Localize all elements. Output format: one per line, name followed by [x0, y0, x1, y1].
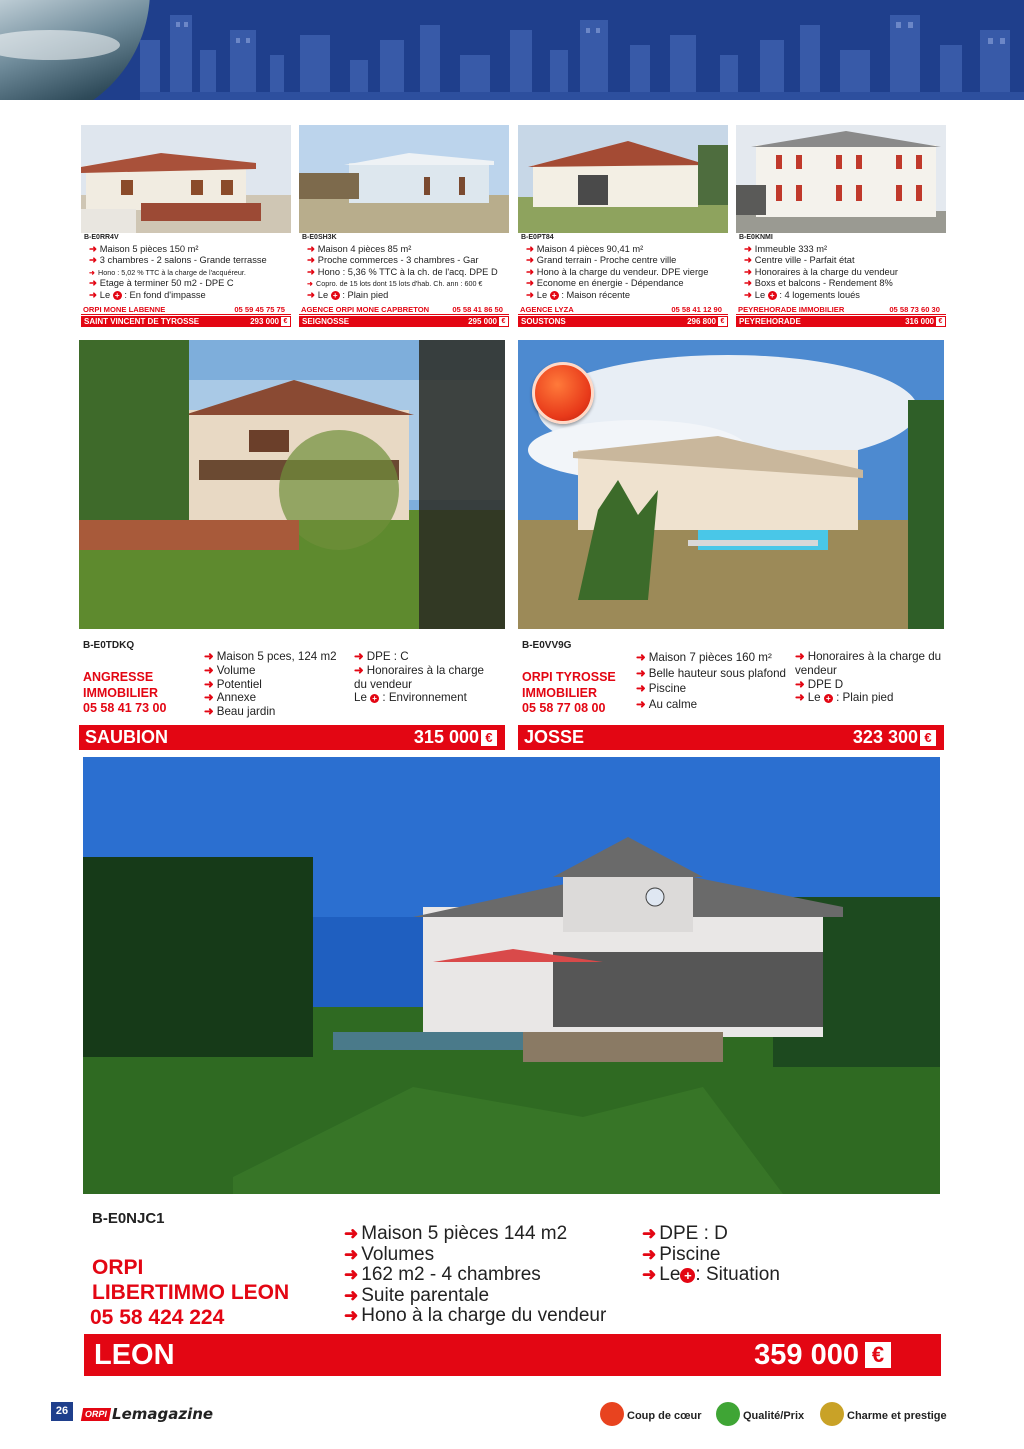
feature-list — [642, 1224, 780, 1286]
magazine-logo — [82, 1405, 213, 1422]
arrow-icon: ➜ — [344, 1285, 359, 1305]
prestige-house-icon — [820, 1402, 844, 1426]
agency-phone[interactable]: 05 58 73 60 30 — [889, 305, 940, 314]
arrow-icon: ➜ — [636, 697, 646, 711]
price: 296 800 — [687, 317, 716, 326]
agency-phone[interactable]: 05 58 41 12 90 — [671, 305, 722, 314]
feature-item: ➜ Centre ville - Parfait état — [744, 255, 855, 266]
arrow-icon: ➜ — [636, 682, 646, 695]
arrow-icon: ➜ — [344, 1244, 359, 1264]
listing-card-small[interactable] — [736, 125, 946, 327]
quality-price-house-icon — [716, 1402, 740, 1426]
arrow-icon: ➜ — [307, 279, 314, 289]
feature-item: ➜ Proche commerces - 3 chambres - Gar — [307, 255, 479, 266]
arrow-icon: ➜ — [89, 244, 97, 254]
arrow-icon: ➜ — [636, 651, 646, 664]
feature-list — [354, 650, 484, 705]
city-name: SAINT VINCENT DE TYROSSE — [84, 317, 200, 326]
arrow-icon: ➜ — [89, 267, 96, 277]
arrow-icon: ➜ — [744, 289, 752, 300]
arrow-icon: ➜ — [354, 650, 364, 663]
heart-house-icon — [600, 1402, 624, 1426]
feature-item: ➜ Beau jardin — [204, 705, 276, 719]
arrow-icon: ➜ — [744, 244, 752, 254]
arrow-icon: ➜ — [89, 255, 97, 266]
euro-icon: € — [865, 1342, 891, 1368]
city-name: LEON — [94, 1339, 175, 1371]
le-plus-item: Le + : Environnement — [354, 691, 467, 705]
feature-item: ➜ DPE : C — [354, 650, 409, 663]
property-photo[interactable] — [299, 125, 509, 233]
feature-item: ➜ Maison 4 pièces 90,41 m² — [526, 244, 644, 254]
city-price-bar — [79, 725, 505, 750]
le-plus-item: ➜ Le + : Maison récente — [526, 289, 631, 300]
reference-code: B-E0TDKQ — [83, 640, 135, 651]
le-plus-item: ➜ Le + : Plain pied — [307, 289, 389, 300]
listing-card-small[interactable] — [518, 125, 728, 327]
agency-name: AGENCE LYZA — [520, 305, 574, 314]
arrow-icon: ➜ — [307, 244, 315, 254]
city-name: PEYREHORADE — [739, 317, 801, 326]
feature-list — [89, 244, 294, 301]
arrow-icon: ➜ — [204, 650, 214, 663]
arrow-icon: ➜ — [744, 266, 752, 277]
feature-item: ➜ Belle hauteur sous plafond — [636, 666, 787, 680]
arrow-icon: ➜ — [636, 666, 646, 680]
property-photo[interactable] — [81, 125, 291, 233]
price: 359 000 — [754, 1339, 859, 1371]
arrow-icon: ➜ — [89, 289, 97, 300]
arrow-icon: ➜ — [89, 278, 97, 289]
feature-item: ➜ Honoraires à la charge du — [795, 650, 942, 663]
city-price-bar — [81, 316, 291, 327]
arrow-icon: ➜ — [354, 663, 364, 677]
property-photo-large[interactable] — [83, 757, 940, 1194]
arrow-icon: ➜ — [204, 691, 214, 705]
arrow-icon: ➜ — [795, 677, 805, 691]
feature-item: ➜ Volumes — [344, 1243, 435, 1265]
euro-icon: € — [936, 317, 945, 326]
feature-item: ➜ Potentiel — [204, 677, 262, 691]
feature-item: ➜ Maison 5 pièces 150 m² — [89, 244, 199, 254]
arrow-icon: ➜ — [344, 1224, 359, 1243]
arrow-icon: ➜ — [744, 278, 752, 289]
arrow-icon: ➜ — [204, 705, 214, 719]
feature-item: ➜ 3 chambres - 2 salons - Grande terrasse — [89, 255, 267, 266]
property-photo[interactable] — [736, 125, 946, 233]
feature-item: ➜ Hono à la charge du vendeur — [344, 1305, 607, 1327]
city-name: JOSSE — [524, 727, 585, 747]
plus-icon: + — [331, 291, 340, 300]
arrow-icon: ➜ — [795, 691, 805, 705]
agency-phone[interactable]: 05 58 424 224 — [90, 1306, 225, 1329]
euro-icon: € — [281, 317, 290, 326]
feature-item: vendeur — [795, 663, 837, 677]
arrow-icon: ➜ — [344, 1306, 359, 1326]
agency-name: PEYREHORADE IMMOBILIER — [738, 305, 845, 314]
arrow-icon: ➜ — [526, 244, 534, 254]
property-photo[interactable] — [518, 125, 728, 233]
heart-house-icon — [532, 362, 594, 424]
feature-item: ➜ 162 m2 - 4 chambres — [344, 1264, 541, 1286]
arrow-icon: ➜ — [642, 1265, 657, 1285]
feature-list — [636, 650, 786, 712]
le-plus-item: ➜ Le + : Situation — [642, 1264, 780, 1286]
listing-card-small[interactable] — [299, 125, 509, 327]
arrow-icon: ➜ — [642, 1244, 657, 1264]
euro-icon: € — [718, 317, 727, 326]
city-price-bar — [736, 316, 946, 327]
listing-card-medium[interactable] — [79, 340, 505, 752]
city-name: SEIGNOSSE — [302, 317, 350, 326]
feature-item: ➜ Volume — [204, 663, 256, 677]
arrow-icon: ➜ — [307, 266, 315, 277]
feature-item: ➜ Suite parentale — [344, 1284, 490, 1306]
magazine-title: Lemagazine — [112, 1405, 214, 1423]
arrow-icon: ➜ — [526, 255, 534, 266]
agency-line — [736, 305, 946, 315]
arrow-icon: ➜ — [526, 289, 534, 300]
plus-icon: + — [824, 694, 833, 703]
city-name: SAUBION — [85, 727, 169, 747]
feature-item: ➜ Grand terrain - Proche centre ville — [526, 255, 677, 266]
agency-name: AGENCE ORPI MONE CAPBRETON — [301, 305, 430, 314]
arrow-icon: ➜ — [526, 266, 534, 277]
property-photo[interactable] — [79, 340, 505, 629]
feature-item: ➜ Piscine — [642, 1243, 721, 1265]
city-skyline-illustration — [140, 0, 1024, 100]
euro-icon: € — [481, 730, 497, 746]
reference-code: B-E0SH3K — [302, 234, 337, 241]
feature-item: ➜ Econome en énergie - Dépendance — [526, 278, 684, 289]
plus-icon: + — [768, 291, 777, 300]
plus-icon: + — [680, 1268, 695, 1283]
feature-item: ➜ Maison 7 pièces 160 m² — [636, 651, 772, 664]
agency-name: ORPI LIBERTIMMO LEON — [92, 1256, 290, 1304]
city-price-bar — [518, 316, 728, 327]
plus-icon: + — [370, 694, 379, 703]
agency-phone[interactable]: 05 58 41 73 00 — [83, 701, 167, 715]
agency-line — [81, 305, 291, 315]
feature-list — [795, 650, 941, 705]
feature-item: ➜ Annexe — [204, 691, 257, 705]
euro-icon: € — [499, 317, 508, 326]
price: 323 300 — [852, 727, 918, 747]
feature-list — [307, 244, 512, 301]
feature-list — [344, 1224, 606, 1327]
wave-photo-corner — [0, 0, 150, 100]
reference-code: B-E0RR4V — [84, 234, 119, 241]
feature-item: ➜ Etage à terminer 50 m2 - DPE C — [89, 278, 234, 289]
listing-card-medium[interactable] — [518, 340, 944, 752]
le-plus-item: ➜ Le + : Plain pied — [795, 691, 894, 705]
reference-code: B-E0KNMI — [739, 234, 773, 241]
arrow-icon: ➜ — [795, 650, 805, 663]
arrow-icon: ➜ — [344, 1265, 359, 1285]
city-price-bar — [299, 316, 509, 327]
feature-item: ➜ DPE : D — [642, 1223, 728, 1244]
feature-list — [744, 244, 949, 301]
feature-item: du vendeur — [354, 677, 413, 691]
feature-item: ➜ Maison 5 pièces 144 m2 — [344, 1223, 568, 1244]
feature-item: ➜ Maison 5 pces, 124 m2 — [204, 650, 337, 663]
price: 295 000 — [468, 317, 497, 326]
feature-item: ➜ DPE D — [795, 677, 844, 691]
price: 316 000 — [905, 317, 934, 326]
price: 293 000 — [250, 317, 279, 326]
city-price-bar — [518, 725, 944, 750]
page-number: 26 — [51, 1402, 73, 1421]
feature-item: ➜ Maison 4 pièces 85 m² — [307, 244, 412, 254]
le-plus-item: ➜ Le + : En fond d'impasse — [89, 289, 206, 300]
agency-line — [299, 305, 509, 315]
reference-code: B-E0VV9G — [522, 640, 572, 651]
feature-item: ➜ Piscine — [636, 682, 687, 695]
city-price-bar — [84, 1334, 941, 1376]
feature-item: ➜ Hono : 5,36 % TTC à la ch. de l'acq. DPE D — [307, 266, 498, 277]
feature-item: ➜ Hono : 5,02 % TTC à la charge de l'acquéreur. — [89, 267, 246, 277]
feature-item: ➜ Boxs et balcons - Rendement 8% — [744, 278, 893, 289]
agency-line — [518, 305, 728, 315]
arrow-icon: ➜ — [744, 255, 752, 266]
listing-card-small[interactable] — [81, 125, 291, 327]
arrow-icon: ➜ — [307, 289, 315, 300]
arrow-icon: ➜ — [204, 677, 214, 691]
plus-icon: + — [550, 291, 559, 300]
feature-item: ➜ Hono à la charge du vendeur. DPE vierge — [526, 266, 709, 277]
arrow-icon: ➜ — [204, 663, 214, 677]
feature-item: ➜ Au calme — [636, 697, 698, 711]
agency-phone[interactable]: 05 58 77 08 00 — [522, 701, 606, 715]
price: 315 000 — [413, 727, 479, 747]
orpi-logo: ORPI — [81, 1408, 111, 1421]
header-banner — [0, 0, 1024, 100]
plus-icon: + — [113, 291, 122, 300]
reference-code: B-E0PT84 — [521, 234, 554, 241]
euro-icon: € — [920, 730, 936, 746]
agency-name: ORPI MONE LABENNE — [83, 305, 166, 314]
feature-item: ➜ Honoraires à la charge — [354, 663, 485, 677]
feature-item: ➜ Copro. de 15 lots dont 15 lots d'hab. Ch. ann : 600 € — [307, 279, 483, 289]
agency-name: ANGRESSE IMMOBILIER 05 58 41 73 00 — [83, 670, 167, 715]
agency-phone[interactable]: 05 58 41 86 50 — [452, 305, 503, 314]
le-plus-item: ➜ Le + : 4 logements loués — [744, 289, 860, 300]
feature-item: ➜ Immeuble 333 m² — [744, 244, 828, 254]
arrow-icon: ➜ — [642, 1224, 657, 1243]
arrow-icon: ➜ — [526, 278, 534, 289]
feature-list — [204, 650, 337, 719]
feature-item: ➜ Honoraires à la charge du vendeur — [744, 266, 898, 277]
agency-name: ORPI TYROSSE IMMOBILIER 05 58 77 08 00 — [522, 670, 616, 715]
agency-phone[interactable]: 05 59 45 75 75 — [234, 305, 285, 314]
city-name: SOUSTONS — [521, 317, 566, 326]
reference-code: B-E0NJC1 — [92, 1210, 165, 1227]
property-photo[interactable] — [518, 340, 944, 629]
arrow-icon: ➜ — [307, 255, 315, 266]
feature-list — [526, 244, 731, 301]
